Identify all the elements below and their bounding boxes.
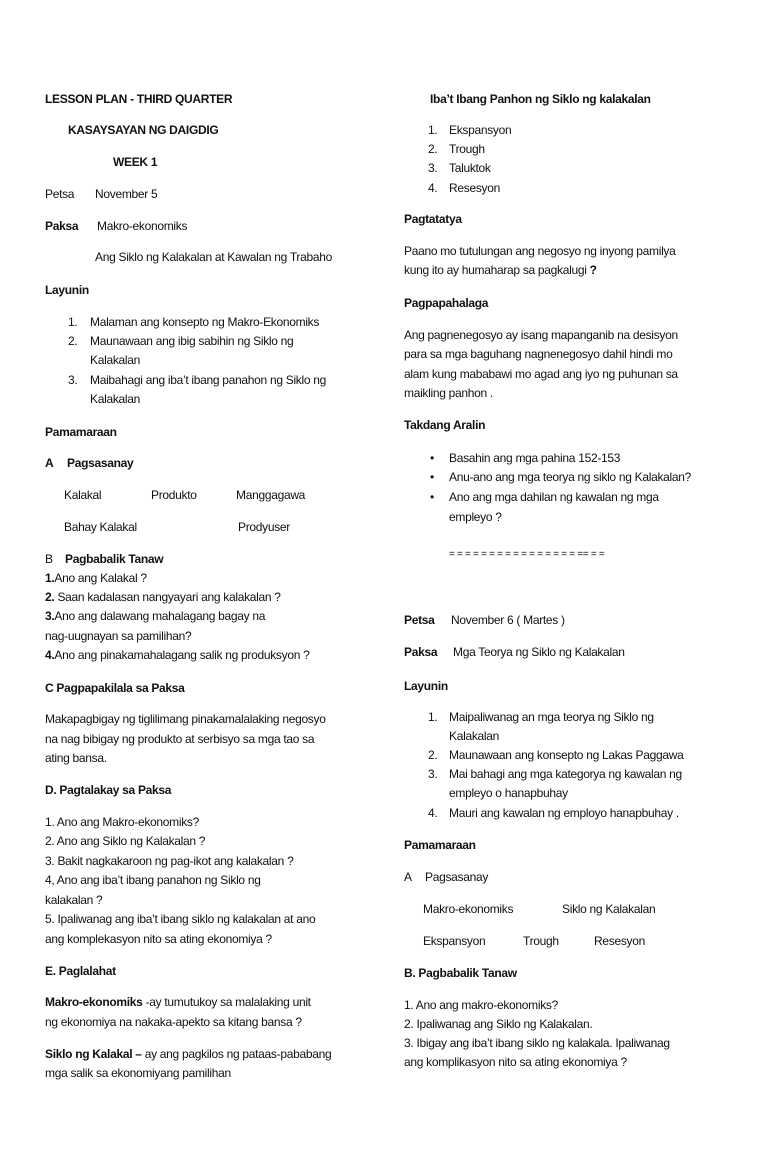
definition [45,995,311,1009]
bullet-icon: • [430,470,434,484]
question [45,609,265,623]
drill-word: Manggagawa [236,488,306,502]
pagbabalik-heading: B. Pagbabalik Tanaw [404,966,517,980]
layunin-heading: Layunin [45,283,89,297]
lesson-title: LESSON PLAN - THIRD QUARTER [45,92,233,106]
question-text: nag-uugnayan sa pamilihan? [45,629,192,643]
question-line: 1. Ano ang makro-ekonomiks? [404,998,558,1012]
list-number: 3. [428,767,438,781]
drill-word: Trough [523,934,559,948]
list-number: 1. [428,710,438,724]
definition-term: Siklo ng Kalakal – [45,1047,142,1061]
subject-title: KASAYSAYAN NG DAIGDIG [68,123,219,137]
petsa-value: November 5 [95,187,158,201]
discussion-line: 3. Bakit nagkakaroon ng pag-ikot ang kalakalan ? [45,854,294,868]
drill-word: Kalakal [64,488,102,502]
section-letter: A [404,870,412,884]
definition-term: Makro-ekonomiks [45,995,143,1009]
paksa-label: Paksa [404,645,438,659]
definition-text: ay ang pagkilos ng pataas-pababang [141,1047,332,1061]
paksa-label: Paksa [45,219,79,233]
paksa-subtopic: Ang Siklo ng Kalakalan at Kawalan ng Trabaho [95,250,332,264]
list-number: 4. [428,181,438,195]
paragraph-line: maikling panhon . [404,386,493,400]
pagsasanay-heading: Pagsasanay [67,456,134,470]
petsa-value: November 6 ( Martes ) [451,613,565,627]
homework-item: Ano ang mga dahilan ng kawalan ng mga [449,490,659,504]
list-item: empleyo o hanapbuhay [449,786,568,800]
paragraph-text: kung ito ay humaharap sa pagkalugi [404,263,590,277]
list-number: 3. [68,373,78,387]
separator: = = = = = = = = = = = = = = = = == = = [449,549,605,560]
section-letter: B [45,552,53,566]
bullet-icon: • [430,451,434,465]
list-item: Mauri ang kawalan ng employo hanapbuhay . [449,806,679,820]
homework-item: Anu-ano ang mga teorya ng siklo ng Kalakalan? [449,470,692,484]
discussion-line: ang komplekasyon nito sa ating ekonomiya ? [45,932,272,946]
pagsasanay-heading: Pagsasanay [425,870,489,884]
question [45,571,147,585]
list-item: Kalakalan [449,729,500,743]
question [45,648,309,662]
question-number: 2. [45,590,55,604]
question-number: 3. [45,609,55,623]
question-line: 3. Ibigay ang iba’t ibang siklo ng kalakala. Ipaliwanag [404,1036,670,1050]
homework-item: empleyo ? [449,510,502,524]
drill-word: Prodyuser [238,520,290,534]
list-item: Resesyon [449,181,500,195]
paragraph-line [404,263,597,277]
discussion-line: 4, Ano ang iba’t ibang panahon ng Siklo ng [45,873,261,887]
drill-word: Bahay Kalakal [64,520,137,534]
pagtalakay-heading: D. Pagtalakay sa Paksa [45,783,172,797]
drill-word: Siklo ng Kalakalan [562,902,656,916]
section-letter: A [45,456,54,470]
paragraph-line: Ang pagnenegosyo ay isang mapanganib na desisyon [404,328,678,342]
list-number: 2. [68,334,78,348]
list-item: Maipaliwanag an mga teorya ng Siklo ng [449,710,654,724]
list-item: Maunawaan ang konsepto ng Lakas Paggawa [449,748,684,762]
petsa-label: Petsa [45,187,75,201]
discussion-line: 1. Ano ang Makro-ekonomiks? [45,815,199,829]
drill-word: Makro-ekonomiks [423,902,514,916]
question-line: 2. Ipaliwanag ang Siklo ng Kalakalan. [404,1017,593,1031]
paragraph-line: para sa mga baguhang nagnenegosyo dahil hindi mo [404,347,673,361]
paragraph-line: Makapagbigay ng tiglilimang pinakamalalaking negosyo [45,712,326,726]
paragraph-line: Paano mo tutulungan ang negosyo ng inyong pamilya [404,244,676,258]
list-item: Maunawaan ang ibig sabihin ng Siklo ng [90,334,294,348]
bullet-icon: • [430,490,434,504]
question-text: Saan kadalasan nangyayari ang kalakalan ? [54,590,281,604]
paragraph-line: alam kung mababawi mo agad ang iyo ng puhunan sa [404,367,678,381]
list-item: Ekspansyon [449,123,512,137]
list-number: 4. [428,806,438,820]
discussion-line: 5. Ipaliwanag ang iba’t ibang siklo ng kalakalan at ano [45,912,316,926]
definition-text: -ay tumutukoy sa malalaking unit [142,995,311,1009]
takdang-aralin-heading: Takdang Aralin [404,418,486,432]
list-item: Mai bahagi ang mga kategorya ng kawalan ng [449,767,682,781]
question-text: Ano ang Kalakal ? [54,571,147,585]
definition-text: ng ekonomiya na nakaka-apekto sa kitang bansa ? [45,1015,302,1029]
week-title: WEEK 1 [113,155,158,169]
layunin-heading: Layunin [404,679,448,693]
pagtatatya-heading: Pagtatatya [404,212,462,226]
paragraph-line: ating bansa. [45,751,107,765]
list-item: Trough [449,142,485,156]
question-mark: ? [589,263,597,277]
pagpapahalaga-heading: Pagpapahalaga [404,296,489,310]
list-item: Kalakalan [90,392,141,406]
discussion-line: kalakalan ? [45,893,103,907]
definition [45,1047,331,1061]
drill-word: Ekspansyon [423,934,486,948]
petsa-label: Petsa [404,613,435,627]
drill-word: Produkto [151,488,197,502]
pagbabalik-heading: Pagbabalik Tanaw [65,552,164,566]
question [45,590,281,604]
pagpapakilala-heading: C Pagpapakilala sa Paksa [45,681,185,695]
homework-item: Basahin ang mga pahina 152-153 [449,451,621,465]
discussion-line: 2. Ano ang Siklo ng Kalakalan ? [45,834,206,848]
list-number: 2. [428,748,438,762]
list-item: Kalakalan [90,353,141,367]
list-item: Maibahagi ang iba’t ibang panahon ng Siklo ng [90,373,327,387]
paksa-value: Mga Teorya ng Siklo ng Kalakalan [453,645,625,659]
list-number: 1. [428,123,438,137]
list-item: Malaman ang konsepto ng Makro-Ekonomiks [90,315,320,329]
list-number: 3. [428,161,438,175]
pamamaraan-heading: Pamamaraan [45,425,117,439]
question-number: 4. [45,648,55,662]
question-line: ang komplikasyon nito sa ating ekonomiya ? [404,1055,627,1069]
paksa-value: Makro-ekonomiks [97,219,188,233]
definition-text: mga salik sa ekonomiyang pamilihan [45,1066,231,1080]
list-item: Taluktok [449,161,491,175]
list-number: 2. [428,142,438,156]
pamamaraan-heading: Pamamaraan [404,838,476,852]
list-number: 1. [68,315,78,329]
question-text: Ano ang pinakamahalagang salik ng produksyon ? [54,648,310,662]
panahon-heading: Iba’t Ibang Panhon ng Siklo ng kalakalan [430,92,651,106]
paglalahat-heading: E. Paglalahat [45,964,116,978]
question-number: 1. [45,571,55,585]
paragraph-line: na nag bibigay ng produkto at serbisyo sa mga tao sa [45,732,315,746]
drill-word: Resesyon [594,934,645,948]
question-text: Ano ang dalawang mahalagang bagay na [54,609,266,623]
